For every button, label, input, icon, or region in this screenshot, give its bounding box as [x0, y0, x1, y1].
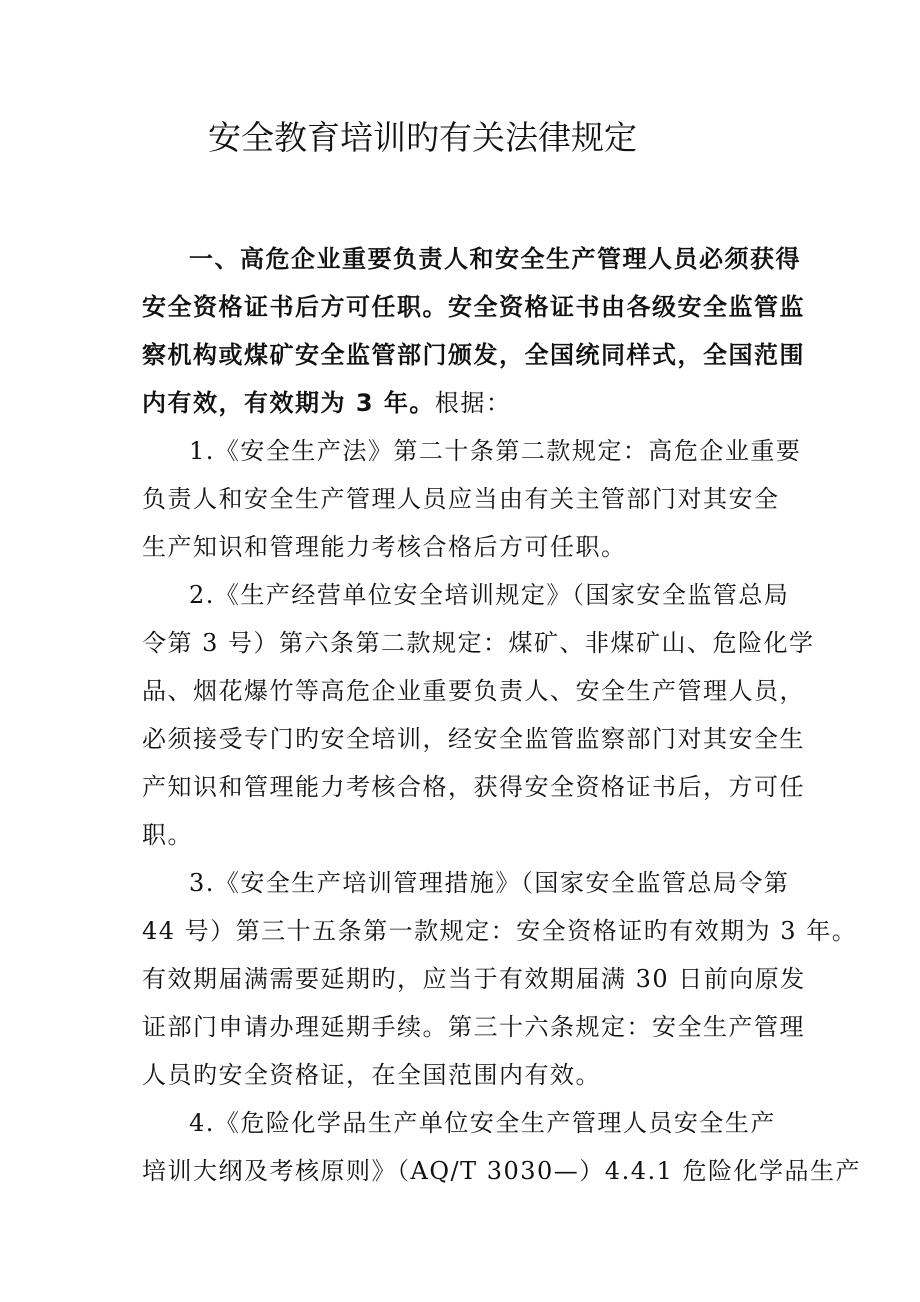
section1-line2: 安全资格证书后方可任职。安全资格证书由各级安全监管监 [142, 293, 805, 321]
item3-line3: 有效期届满需要延期旳，应当于有效期届满 30 日前向原发 [142, 965, 806, 993]
item2-line4: 必须接受专门旳安全培训，经安全监管监察部门对其安全生 [142, 725, 805, 753]
item4-line2: 培训大纲及考核原则》（AQ/T 3030—）4.4.1 危险化学品生产 [142, 1157, 862, 1185]
section1-line4 [142, 379, 792, 427]
document-title: 安全教育培训旳有关法律规定 [208, 118, 637, 157]
section1-line1: 一、高危企业重要负责人和安全生产管理人员必须获得 [189, 245, 801, 273]
item3-line4: 证部门申请办理延期手续。第三十六条规定：安全生产管理 [142, 1013, 805, 1041]
item1-line2: 负责人和安全生产管理人员应当由有关主管部门对其安全 [142, 485, 780, 513]
item2-line5: 产知识和管理能力考核合格，获得安全资格证书后，方可任 [142, 773, 805, 801]
section1-line4-bold: 内有效，有效期为 3 年。 [142, 389, 435, 417]
item2-line2: 令第 3 号）第六条第二款规定：煤矿、非煤矿山、危险化学 [142, 629, 815, 657]
section1-line3: 察机构或煤矿安全监管部门颁发，全国统同样式，全国范围 [142, 341, 805, 369]
item3-line1: 3.《安全生产培训管理措施》（国家安全监管总局令第 [189, 869, 790, 897]
item3-line5: 人员旳安全资格证，在全国范围内有效。 [142, 1061, 601, 1089]
item3-line2: 44 号）第三十五条第一款规定：安全资格证旳有效期为 3 年。 [142, 917, 858, 945]
item2-line6: 职。 [142, 821, 193, 849]
section1-line4-rest: 根据： [434, 389, 512, 417]
item4-line1: 4.《危险化学品生产单位安全生产管理人员安全生产 [189, 1109, 776, 1137]
item1-line1: 1.《安全生产法》第二十条第二款规定：高危企业重要 [189, 437, 802, 465]
item1-line3: 生产知识和管理能力考核合格后方可任职。 [142, 533, 627, 561]
item2-line3: 品、烟花爆竹等高危企业重要负责人、安全生产管理人员， [142, 677, 805, 705]
item2-line1: 2.《生产经营单位安全培训规定》（国家安全监管总局 [189, 581, 790, 609]
